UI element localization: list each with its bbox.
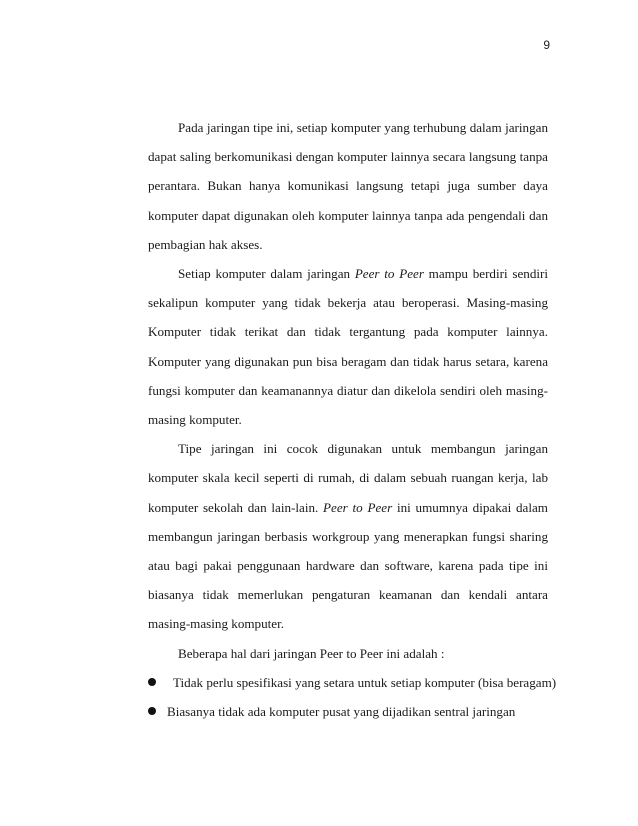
paragraph-3: [148, 434, 548, 638]
list-item: [148, 697, 548, 726]
bullet-icon: [148, 678, 156, 686]
bullet-text: Biasanya tidak ada komputer pusat yang dijadikan sentral jaringan: [167, 704, 516, 720]
paragraph-1: Pada jaringan tipe ini, setiap komputer yang terhubung dalam jaringan dapat saling berkomunikasi dengan komputer lainnya secara langsung tanpa perantara. Bukan hanya komunikasi langsung tetapi juga sumber daya komputer dapat digunakan oleh komputer lainnya tanpa ada pengendali dan pembagian hak akses.: [148, 120, 548, 252]
bullet-icon: [148, 707, 156, 715]
body-text: [148, 113, 557, 726]
list-item: [148, 668, 557, 697]
paragraph-2-before: Setiap komputer dalam jaringan: [178, 266, 355, 282]
paragraph-2: [148, 259, 548, 434]
paragraph-3-after: ini umumnya dipakai dalam membangun jaringan berbasis workgroup yang menerapkan fungsi sharing atau bagi pakai penggunaan hardware dan software, karena pada tipe ini biasanya tidak memerlukan pengaturan keamanan dan kendali antara masing-masing komputer.: [148, 499, 548, 632]
bullet-text: Tidak perlu spesifikasi yang setara untuk setiap komputer (bisa beragam): [173, 674, 557, 690]
bullet-list: [148, 668, 557, 726]
paragraph-2-italic: Peer to Peer: [354, 266, 424, 282]
paragraph-4: Beberapa hal dari jaringan Peer to Peer ini adalah :: [178, 645, 445, 661]
paragraph-3-italic: Peer to Peer: [323, 499, 393, 515]
paragraph-3-before: Tipe jaringan ini cocok digunakan untuk membangun jaringan komputer skala kecil seperti di rumah, di dalam sebuah ruangan kerja, lab komputer sekolah dan lain-lain.: [148, 441, 548, 515]
page-number: 9: [543, 38, 550, 52]
paragraph-2-after: mampu berdiri sendiri sekalipun komputer yang tidak bekerja atau beroperasi. Masing-masing Komputer tidak terikat dan tidak tergantung pada komputer lainnya. Komputer yang digunakan pun bisa beragam dan tidak harus setara, karena fungsi komputer dan keamanannya diatur dan dikelola sendiri oleh masing-masing komputer.: [148, 266, 548, 428]
